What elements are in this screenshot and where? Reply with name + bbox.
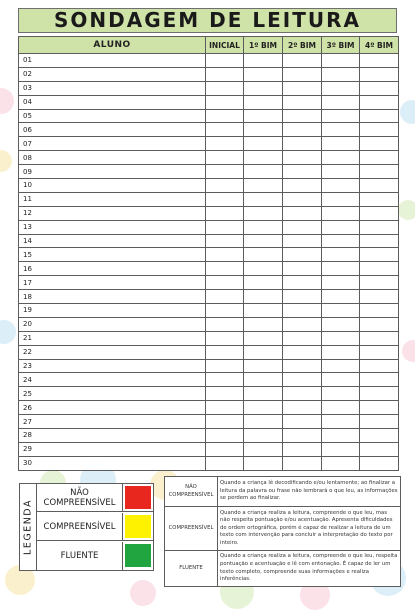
assessment-cell[interactable] (244, 345, 283, 359)
student-cell[interactable]: 05 (19, 109, 206, 123)
assessment-cell[interactable] (322, 206, 360, 220)
table-row (19, 151, 399, 165)
assessment-cell[interactable] (206, 331, 244, 345)
legend-title-text: LEGENDA (22, 499, 34, 555)
legend-item-fluente (37, 542, 153, 570)
assessment-cell[interactable] (360, 137, 399, 151)
assessment-cell[interactable] (283, 54, 322, 68)
assessment-cell[interactable] (283, 331, 322, 345)
assessment-cell[interactable] (322, 234, 360, 248)
description-row (165, 477, 401, 507)
assessment-cell[interactable] (283, 304, 322, 318)
assessment-cell[interactable] (322, 67, 360, 81)
student-cell[interactable]: 15 (19, 248, 206, 262)
assessment-cell[interactable] (244, 81, 283, 95)
student-cell[interactable]: 06 (19, 123, 206, 137)
decorative-dot (0, 150, 12, 172)
assessment-cell[interactable] (322, 54, 360, 68)
legend-swatch-red (125, 486, 151, 509)
assessment-cell[interactable] (360, 276, 399, 290)
assessment-cell[interactable] (206, 276, 244, 290)
description-text: Quando a criança lê decodificando e/ou lentamente; ao finalizar a leitura da palavra ou frase não lembrará o que leu, as informações se perdem ao finalizar. (218, 477, 401, 507)
legend (19, 483, 154, 571)
table-row (19, 54, 399, 68)
assessment-cell[interactable] (244, 206, 283, 220)
table-row (19, 220, 399, 234)
table-row (19, 331, 399, 345)
assessment-cell[interactable] (244, 276, 283, 290)
student-cell[interactable]: 22 (19, 345, 206, 359)
reading-survey-table (18, 36, 399, 471)
assessment-cell[interactable] (206, 95, 244, 109)
table-row (19, 67, 399, 81)
assessment-cell[interactable] (283, 220, 322, 234)
page-title: SONDAGEM DE LEITURA (18, 8, 397, 33)
decorative-dot (398, 200, 415, 220)
assessment-cell[interactable] (206, 456, 244, 470)
assessment-cell[interactable] (283, 137, 322, 151)
assessment-cell[interactable] (244, 234, 283, 248)
assessment-cell[interactable] (322, 262, 360, 276)
decorative-dot (0, 88, 14, 114)
description-row (165, 507, 401, 551)
assessment-cell[interactable] (360, 123, 399, 137)
assessment-cell[interactable] (283, 165, 322, 179)
student-cell[interactable]: 26 (19, 401, 206, 415)
description-level: NÃO COMPREENSÍVEL (165, 477, 218, 507)
assessment-cell[interactable] (322, 373, 360, 387)
table-row (19, 276, 399, 290)
assessment-cell[interactable] (322, 165, 360, 179)
assessment-cell[interactable] (244, 123, 283, 137)
assessment-cell[interactable] (283, 179, 322, 193)
assessment-cell[interactable] (283, 95, 322, 109)
legend-label: FLUENTE (37, 542, 123, 570)
table-row (19, 345, 399, 359)
student-cell[interactable]: 11 (19, 192, 206, 206)
assessment-cell[interactable] (360, 345, 399, 359)
assessment-cell[interactable] (322, 192, 360, 206)
assessment-cell[interactable] (244, 401, 283, 415)
assessment-cell[interactable] (283, 317, 322, 331)
table-row (19, 401, 399, 415)
assessment-cell[interactable] (360, 415, 399, 429)
assessment-cell[interactable] (322, 220, 360, 234)
assessment-cell[interactable] (244, 373, 283, 387)
assessment-cell[interactable] (360, 317, 399, 331)
legend-label: NÃO COMPREENSÍVEL (37, 484, 123, 511)
assessment-cell[interactable] (206, 401, 244, 415)
assessment-cell[interactable] (206, 415, 244, 429)
assessment-cell[interactable] (360, 248, 399, 262)
assessment-cell[interactable] (322, 95, 360, 109)
assessment-cell[interactable] (206, 290, 244, 304)
assessment-cell[interactable] (206, 248, 244, 262)
student-cell[interactable]: 16 (19, 262, 206, 276)
assessment-cell[interactable] (244, 456, 283, 470)
assessment-cell[interactable] (244, 317, 283, 331)
assessment-cell[interactable] (283, 67, 322, 81)
assessment-cell[interactable] (283, 290, 322, 304)
table-row (19, 317, 399, 331)
assessment-cell[interactable] (322, 179, 360, 193)
assessment-cell[interactable] (360, 387, 399, 401)
assessment-cell[interactable] (322, 345, 360, 359)
assessment-cell[interactable] (283, 359, 322, 373)
assessment-cell[interactable] (360, 373, 399, 387)
table-row (19, 373, 399, 387)
student-cell[interactable]: 20 (19, 317, 206, 331)
decorative-dot (130, 580, 156, 606)
student-cell[interactable]: 14 (19, 234, 206, 248)
student-cell[interactable]: 07 (19, 137, 206, 151)
assessment-cell[interactable] (244, 304, 283, 318)
assessment-cell[interactable] (322, 331, 360, 345)
assessment-cell[interactable] (283, 345, 322, 359)
level-descriptions (164, 476, 401, 587)
description-level: FLUENTE (165, 551, 218, 587)
assessment-cell[interactable] (360, 429, 399, 443)
assessment-cell[interactable] (322, 456, 360, 470)
header-aluno: ALUNO (19, 37, 206, 54)
assessment-cell[interactable] (244, 290, 283, 304)
table-row (19, 109, 399, 123)
assessment-cell[interactable] (244, 151, 283, 165)
assessment-cell[interactable] (206, 345, 244, 359)
assessment-cell[interactable] (206, 442, 244, 456)
assessment-cell[interactable] (244, 429, 283, 443)
student-cell[interactable]: 08 (19, 151, 206, 165)
student-cell[interactable]: 24 (19, 373, 206, 387)
assessment-cell[interactable] (244, 442, 283, 456)
assessment-cell[interactable] (283, 442, 322, 456)
assessment-cell[interactable] (360, 331, 399, 345)
decorative-dot (0, 320, 16, 344)
assessment-cell[interactable] (360, 206, 399, 220)
assessment-cell[interactable] (244, 95, 283, 109)
student-cell[interactable]: 09 (19, 165, 206, 179)
table-row (19, 429, 399, 443)
assessment-cell[interactable] (322, 317, 360, 331)
assessment-cell[interactable] (283, 415, 322, 429)
header-bim-1: 1º BIM (244, 37, 283, 54)
assessment-cell[interactable] (206, 262, 244, 276)
student-cell[interactable]: 18 (19, 290, 206, 304)
assessment-cell[interactable] (283, 401, 322, 415)
assessment-cell[interactable] (244, 54, 283, 68)
assessment-cell[interactable] (283, 234, 322, 248)
assessment-cell[interactable] (360, 456, 399, 470)
student-cell[interactable]: 01 (19, 54, 206, 68)
assessment-cell[interactable] (283, 151, 322, 165)
assessment-cell[interactable] (206, 317, 244, 331)
assessment-cell[interactable] (206, 54, 244, 68)
legend-swatch-green (125, 544, 151, 567)
assessment-cell[interactable] (360, 165, 399, 179)
assessment-cell[interactable] (360, 192, 399, 206)
student-cell[interactable]: 27 (19, 415, 206, 429)
table-row (19, 81, 399, 95)
assessment-cell[interactable] (283, 276, 322, 290)
table-row (19, 137, 399, 151)
description-text: Quando a criança realiza a leitura, compreende o que leu, mas não respeita pontuação e/ou acentuação. Apresenta dificuldades de ordem ortográfica, porém é capaz de realizar a leitura de um texto com intervenção para concluir a interpretação do texto por inteiro. (218, 507, 401, 551)
assessment-cell[interactable] (206, 109, 244, 123)
table-row (19, 192, 399, 206)
description-level: COMPREENSÍVEL (165, 507, 218, 551)
student-cell[interactable]: 17 (19, 276, 206, 290)
assessment-cell[interactable] (206, 206, 244, 220)
assessment-cell[interactable] (244, 248, 283, 262)
table-row (19, 290, 399, 304)
header-row (19, 37, 399, 54)
header-bim-3: 3º BIM (322, 37, 360, 54)
assessment-cell[interactable] (283, 192, 322, 206)
assessment-cell[interactable] (283, 206, 322, 220)
legend-title (20, 484, 37, 570)
table-row (19, 456, 399, 470)
assessment-cell[interactable] (322, 429, 360, 443)
assessment-cell[interactable] (360, 151, 399, 165)
assessment-cell[interactable] (322, 290, 360, 304)
assessment-cell[interactable] (322, 442, 360, 456)
assessment-cell[interactable] (360, 359, 399, 373)
decorative-dot (400, 100, 415, 124)
assessment-cell[interactable] (283, 109, 322, 123)
assessment-cell[interactable] (322, 415, 360, 429)
assessment-cell[interactable] (360, 54, 399, 68)
student-cell[interactable]: 30 (19, 456, 206, 470)
assessment-cell[interactable] (206, 67, 244, 81)
assessment-cell[interactable] (244, 165, 283, 179)
student-cell[interactable]: 04 (19, 95, 206, 109)
student-cell[interactable]: 19 (19, 304, 206, 318)
assessment-cell[interactable] (283, 262, 322, 276)
table-row (19, 262, 399, 276)
student-cell[interactable]: 23 (19, 359, 206, 373)
assessment-cell[interactable] (206, 165, 244, 179)
assessment-cell[interactable] (206, 123, 244, 137)
table-row (19, 234, 399, 248)
table-row (19, 248, 399, 262)
assessment-cell[interactable] (244, 67, 283, 81)
table-row (19, 95, 399, 109)
assessment-cell[interactable] (244, 262, 283, 276)
assessment-cell[interactable] (322, 276, 360, 290)
assessment-cell[interactable] (244, 179, 283, 193)
assessment-cell[interactable] (283, 373, 322, 387)
assessment-cell[interactable] (244, 220, 283, 234)
header-inicial: INICIAL (206, 37, 244, 54)
assessment-cell[interactable] (244, 387, 283, 401)
assessment-cell[interactable] (206, 304, 244, 318)
assessment-cell[interactable] (322, 151, 360, 165)
assessment-cell[interactable] (322, 304, 360, 318)
assessment-cell[interactable] (360, 179, 399, 193)
assessment-cell[interactable] (322, 137, 360, 151)
assessment-cell[interactable] (360, 234, 399, 248)
assessment-cell[interactable] (360, 67, 399, 81)
table-row (19, 387, 399, 401)
assessment-cell[interactable] (322, 81, 360, 95)
assessment-cell[interactable] (360, 304, 399, 318)
assessment-cell[interactable] (206, 179, 244, 193)
assessment-cell[interactable] (244, 359, 283, 373)
assessment-cell[interactable] (206, 359, 244, 373)
assessment-cell[interactable] (360, 290, 399, 304)
legend-label: COMPREENSÍVEL (37, 513, 123, 540)
student-cell[interactable]: 29 (19, 442, 206, 456)
assessment-cell[interactable] (206, 192, 244, 206)
assessment-cell[interactable] (283, 248, 322, 262)
description-row (165, 551, 401, 587)
assessment-cell[interactable] (283, 429, 322, 443)
assessment-cell[interactable] (283, 123, 322, 137)
table-row (19, 179, 399, 193)
table-row (19, 415, 399, 429)
assessment-cell[interactable] (283, 81, 322, 95)
assessment-cell[interactable] (206, 151, 244, 165)
student-cell[interactable]: 02 (19, 67, 206, 81)
header-bim-4: 4º BIM (360, 37, 399, 54)
decorative-dot (402, 340, 415, 362)
assessment-cell[interactable] (360, 262, 399, 276)
legend-item-compreensivel (37, 513, 153, 541)
assessment-cell[interactable] (283, 387, 322, 401)
assessment-cell[interactable] (322, 109, 360, 123)
assessment-cell[interactable] (322, 387, 360, 401)
assessment-cell[interactable] (360, 109, 399, 123)
assessment-cell[interactable] (206, 429, 244, 443)
assessment-cell[interactable] (206, 81, 244, 95)
assessment-cell[interactable] (322, 401, 360, 415)
assessment-cell[interactable] (360, 81, 399, 95)
description-text: Quando a criança realiza a leitura, compreende o que leu, respeita pontuação e acentuação e lê com entonação. É capaz de ler um texto completo, compreende suas informações e realiza inferências. (218, 551, 401, 587)
assessment-cell[interactable] (206, 387, 244, 401)
student-cell[interactable]: 03 (19, 81, 206, 95)
table-row (19, 123, 399, 137)
assessment-cell[interactable] (244, 331, 283, 345)
table-row (19, 442, 399, 456)
assessment-cell[interactable] (244, 109, 283, 123)
assessment-cell[interactable] (244, 192, 283, 206)
student-cell[interactable]: 28 (19, 429, 206, 443)
assessment-cell[interactable] (244, 137, 283, 151)
assessment-cell[interactable] (206, 373, 244, 387)
table-row (19, 359, 399, 373)
student-cell[interactable]: 12 (19, 206, 206, 220)
student-cell[interactable]: 10 (19, 179, 206, 193)
header-bim-2: 2º BIM (283, 37, 322, 54)
assessment-cell[interactable] (206, 220, 244, 234)
assessment-cell[interactable] (322, 248, 360, 262)
assessment-cell[interactable] (206, 137, 244, 151)
assessment-cell[interactable] (322, 359, 360, 373)
student-cell[interactable]: 13 (19, 220, 206, 234)
assessment-cell[interactable] (360, 401, 399, 415)
student-cell[interactable]: 21 (19, 331, 206, 345)
assessment-cell[interactable] (322, 123, 360, 137)
assessment-cell[interactable] (360, 442, 399, 456)
student-cell[interactable]: 25 (19, 387, 206, 401)
assessment-cell[interactable] (206, 234, 244, 248)
assessment-cell[interactable] (244, 415, 283, 429)
legend-swatch-yellow (125, 515, 151, 538)
table-row (19, 165, 399, 179)
legend-item-nao-compreensivel (37, 484, 153, 512)
assessment-cell[interactable] (360, 95, 399, 109)
table-row (19, 304, 399, 318)
assessment-cell[interactable] (360, 220, 399, 234)
assessment-cell[interactable] (283, 456, 322, 470)
table-row (19, 206, 399, 220)
